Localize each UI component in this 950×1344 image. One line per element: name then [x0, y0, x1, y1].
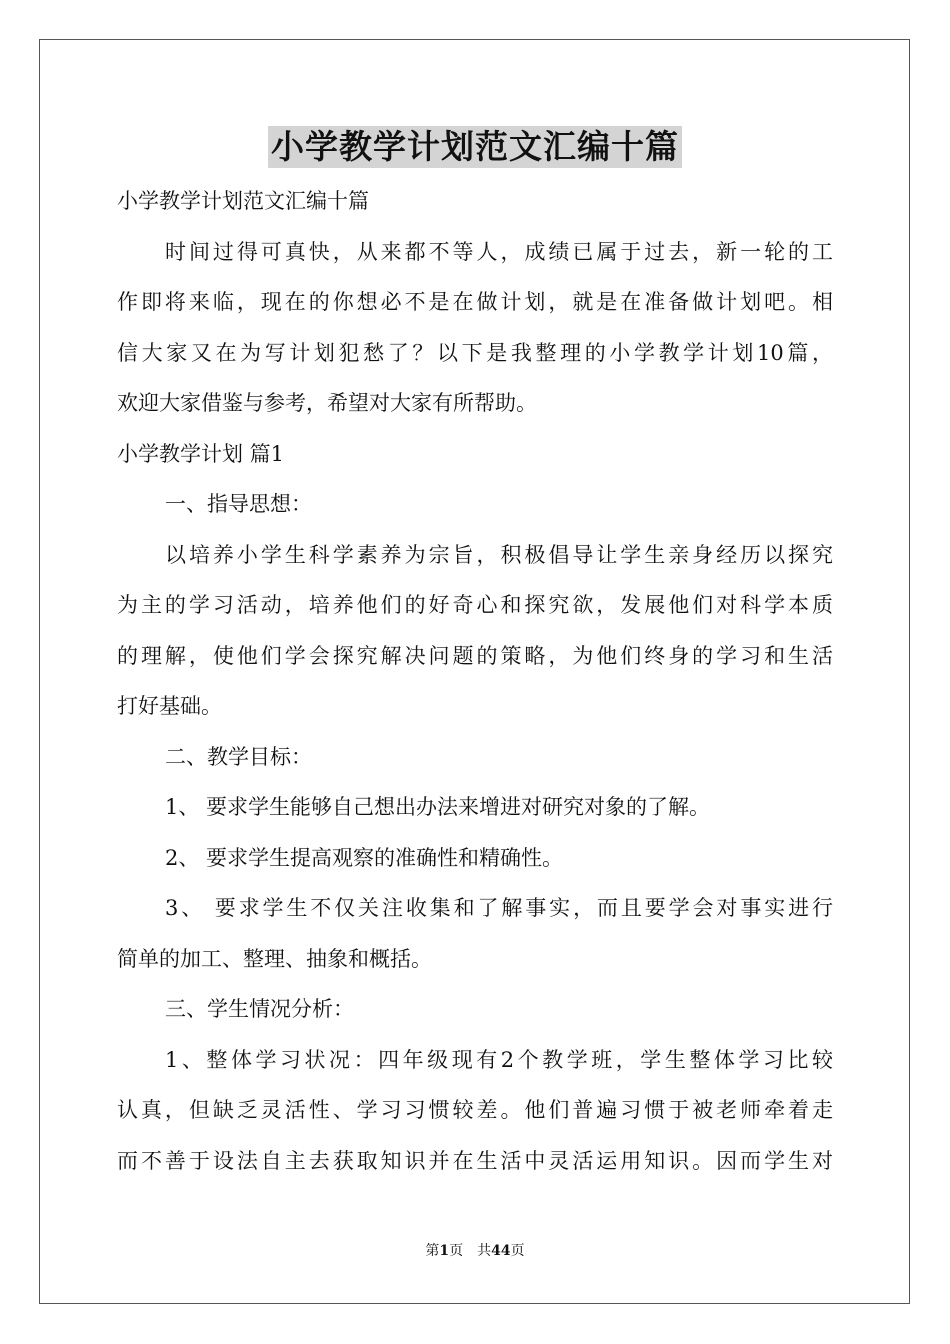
paragraph-line: 以培养小学生科学素养为宗旨，积极倡导让学生亲身经历以探究 — [165, 542, 833, 567]
paragraph-line: 为主的学习活动，培养他们的好奇心和探究欲，发展他们对科学本质 — [117, 593, 833, 617]
list-item: 1、 要求学生能够自己想出办法来增进对研究对象的了解。 — [165, 795, 711, 819]
footer-prefix: 第 — [425, 1243, 440, 1259]
paragraph-line: 作即将来临，现在的你想必不是在做计划，就是在准备做计划吧。相 — [117, 290, 833, 314]
total-page-count: 44 — [491, 1243, 511, 1259]
section-heading: 小学教学计划 篇1 — [117, 441, 285, 466]
current-page-number: 1 — [439, 1243, 450, 1259]
subtitle-line: 小学教学计划范文汇编十篇 — [117, 189, 369, 213]
paragraph-line: 而不善于设法自主去获取知识并在生活中灵活运用知识。因而学生对 — [117, 1148, 833, 1173]
subsection-heading: 二、教学目标： — [165, 744, 312, 769]
page-footer — [0, 1240, 950, 1260]
document-title: 小学教学计划范文汇编十篇 — [268, 126, 682, 168]
list-item-continuation: 简单的加工、整理、抽象和概括。 — [117, 946, 432, 971]
paragraph-line: 认真，但缺乏灵活性、学习习惯较差。他们普遍习惯于被老师牵着走 — [117, 1098, 833, 1122]
subsection-heading: 一、指导思想： — [165, 492, 312, 516]
document-body — [117, 176, 833, 1186]
list-item: 3、 要求学生不仅关注收集和了解事实，而且要学会对事实进行 — [165, 896, 833, 920]
paragraph-line: 打好基础。 — [117, 694, 222, 718]
paragraph-line: 时间过得可真快，从来都不等人，成绩已属于过去，新一轮的工 — [165, 239, 833, 264]
subsection-heading: 三、学生情况分析： — [165, 997, 354, 1021]
list-item: 2、 要求学生提高观察的准确性和精确性。 — [165, 845, 564, 870]
paragraph-line: 欢迎大家借鉴与参考，希望对大家有所帮助。 — [117, 391, 537, 415]
footer-mid: 页 共 — [449, 1243, 492, 1259]
paragraph-line: 1、整体学习状况：四年级现有2个教学班，学生整体学习比较 — [165, 1047, 833, 1072]
footer-suffix: 页 — [510, 1243, 525, 1259]
title-container — [0, 126, 950, 168]
paragraph-line: 信大家又在为写计划犯愁了？以下是我整理的小学教学计划10篇， — [117, 340, 833, 365]
paragraph-line: 的理解，使他们学会探究解决问题的策略，为他们终身的学习和生活 — [117, 643, 833, 668]
